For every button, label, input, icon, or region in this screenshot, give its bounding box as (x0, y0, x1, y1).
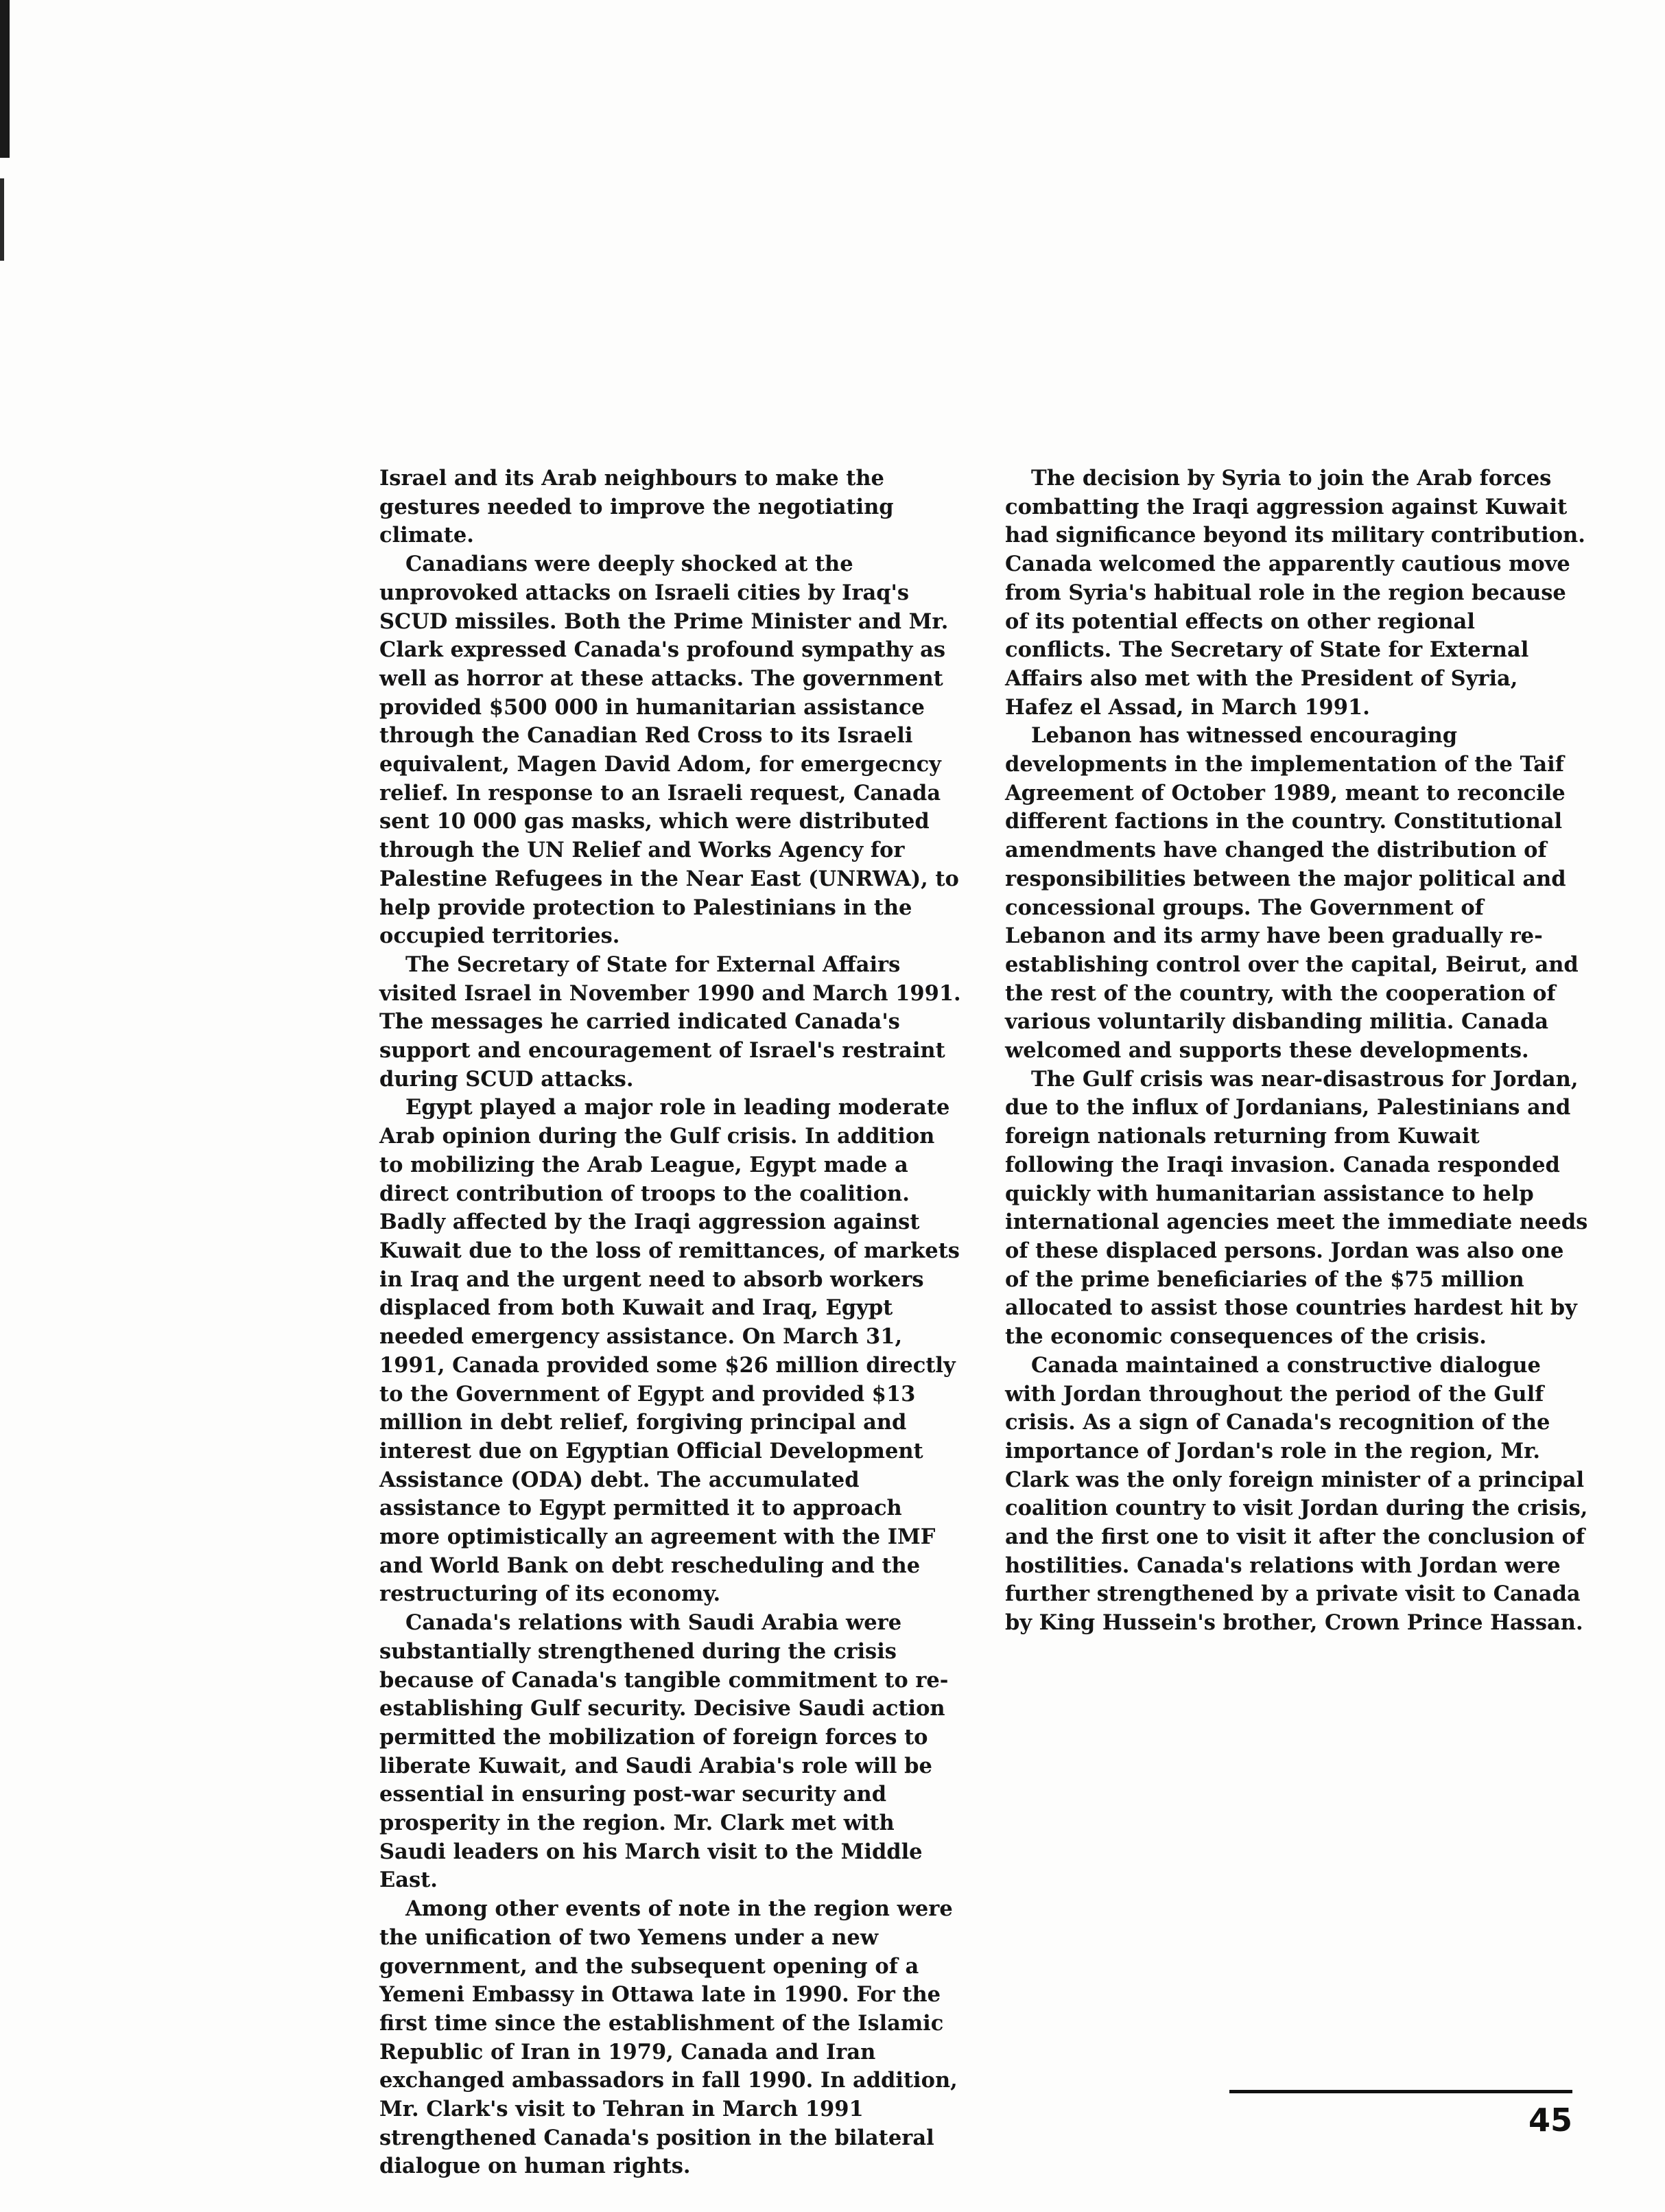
footer-rule (1229, 2090, 1572, 2093)
scan-edge-mark-lower (0, 178, 4, 261)
scan-edge-mark (0, 0, 10, 158)
paragraph-yemen-iran: Among other events of note in the region were the unification of two Yemens under a new government, and the subsequent opening of a Yemeni Embassy in Ottawa late in 1990. For the first time since the establishment of the Islamic Republic of Iran in 1979, Canada and Iran exchanged ambassadors in fall 1990. In addition, Mr. Clark's visit to Tehran in March 1991 strengthened Canada's position in the bilateral dialogue on human rights. (379, 1896, 958, 2179)
right-text-column (1005, 464, 1588, 1638)
paragraph-secretary-israel-visit: The Secretary of State for External Affairs visited Israel in November 1990 and March 1991. The messages he carried indicated Canada's support and encouragement of Israel's restraint during SCUD attacks. (379, 952, 961, 1092)
paragraph-israel-gestures: Israel and its Arab neighbours to make the gestures needed to improve the negotiating climate. (379, 466, 894, 548)
paragraph-saudi-arabia: Canada's relations with Saudi Arabia were substantially strengthened during the crisis because of Canada's tangible commitment to re-establishing Gulf security. Decisive Saudi action permitted the mobilization of foreign forces to liberate Kuwait, and Saudi Arabia's role will be essential in ensuring post-war security and prosperity in the region. Mr. Clark met with Saudi leaders on his March visit to the Middle East. (379, 1610, 949, 1893)
paragraph-jordan-crisis: The Gulf crisis was near-disastrous for Jordan, due to the influx of Jordanians, Palestinians and foreign nationals returning from Kuwait following the Iraqi invasion. Canada responded quickly with humanitarian assistance to help international agencies meet the immediate needs of these displaced persons. Jordan was also one of the prime beneficiaries of the $75 million allocated to assist those countries hardest hit by the economic consequences of the crisis. (1005, 1066, 1588, 1350)
paragraph-scud-attacks: Canadians were deeply shocked at the unprovoked attacks on Israeli cities by Iraq's SCUD missiles. Both the Prime Minister and Mr. Clark expressed Canada's profound sympathy as well as horror at these attacks. The government provided $500 000 in humanitarian assistance through the Canadian Red Cross to its Israeli equivalent, Magen David Adom, for emergecncy relief. In response to an Israeli request, Canada sent 10 000 gas masks, which were distributed through the UN Relief and Works Agency for Palestine Refugees in the Near East (UNRWA), to help provide protection to Palestinians in the occupied territories. (379, 552, 959, 949)
left-text-column (379, 464, 963, 2181)
paragraph-egypt: Egypt played a major role in leading moderate Arab opinion during the Gulf crisis. In addition to mobilizing the Arab League, Egypt made a direct contribution of troops to the coalition. Badly affected by the Iraqi aggression against Kuwait due to the loss of remittances, of markets in Iraq and the urgent need to absorb workers displaced from both Kuwait and Iraq, Egypt needed emergency assistance. On March 31, 1991, Canada provided some $26 million directly to the Government of Egypt and provided $13 million in debt relief, forgiving principal and interest due on Egyptian Official Development Assistance (ODA) debt. The accumulated assistance to Egypt permitted it to approach more optimistically an agreement with the IMF and World Bank on debt rescheduling and the restructuring of its economy. (379, 1095, 960, 1607)
paragraph-lebanon: Lebanon has witnessed encouraging developments in the implementation of the Taif Agreement of October 1989, meant to reconcile different factions in the country. Constitutional amendments have changed the distribution of responsibilities between the major political and concessional groups. The Government of Lebanon and its army have been gradually re-establishing control over the capital, Beirut, and the rest of the country, with the cooperation of various voluntarily disbanding militia. Canada welcomed and supports these developments. (1005, 723, 1579, 1063)
page-number: 45 (1528, 2102, 1572, 2139)
paragraph-syria: The decision by Syria to join the Arab forces combatting the Iraqi aggression against Kuwait had significance beyond its military contribution. Canada welcomed the apparently cautious move from Syria's habitual role in the region because of its potential effects on other regional conflicts. The Secretary of State for External Affairs also met with the President of Syria, Hafez el Assad, in March 1991. (1005, 466, 1585, 720)
paragraph-jordan-dialogue: Canada maintained a constructive dialogue with Jordan throughout the period of the Gulf crisis. As a sign of Canada's recognition of the importance of Jordan's role in the region, Mr. Clark was the only foreign minister of a principal coalition country to visit Jordan during the crisis, and the first one to visit it after the conclusion of hostilities. Canada's relations with Jordan were further strengthened by a private visit to Canada by King Hussein's brother, Crown Prince Hassan. (1005, 1352, 1588, 1636)
